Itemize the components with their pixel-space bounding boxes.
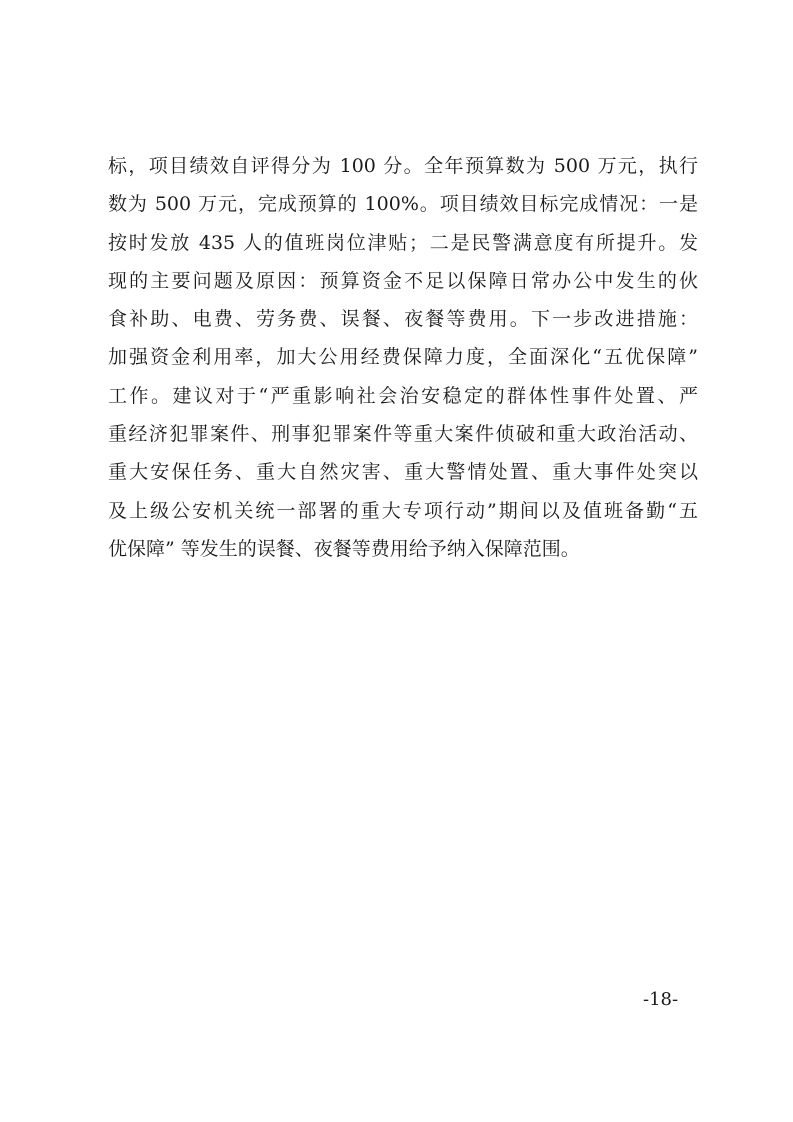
text-line: 及上级公安机关统一部署的重大专项行动”期间以及值班备勤“五 [108,499,698,522]
text-line: 标，项目绩效自评得分为 100 分。全年预算数为 500 万元，执行 [108,155,698,177]
text-line: 食补助、电费、劳务费、误餐、夜餐等费用。下一步改进措施： [108,308,698,331]
body-paragraph [108,147,698,568]
page-number: -18- [643,989,679,1010]
text-line: 重经济犯罪案件、刑事犯罪案件等重大案件侦破和重大政治活动、 [108,423,698,446]
text-line: 加强资金利用率，加大公用经费保障力度，全面深化“五优保障” [108,346,698,369]
text-line: 数为 500 万元，完成预算的 100%。项目绩效目标完成情况：一是 [108,193,698,216]
text-line: 优保障” 等发生的误餐、夜餐等费用给予纳入保障范围。 [108,537,580,560]
text-line: 工作。建议对于“严重影响社会治安稳定的群体性事件处置、严 [108,384,698,407]
text-line: 现的主要问题及原因：预算资金不足以保障日常办公中发生的伙 [108,269,698,292]
text-line: 重大安保任务、重大自然灾害、重大警情处置、重大事件处突以 [108,461,698,484]
text-line: 按时发放 435 人的值班岗位津贴；二是民警满意度有所提升。发 [108,231,698,254]
